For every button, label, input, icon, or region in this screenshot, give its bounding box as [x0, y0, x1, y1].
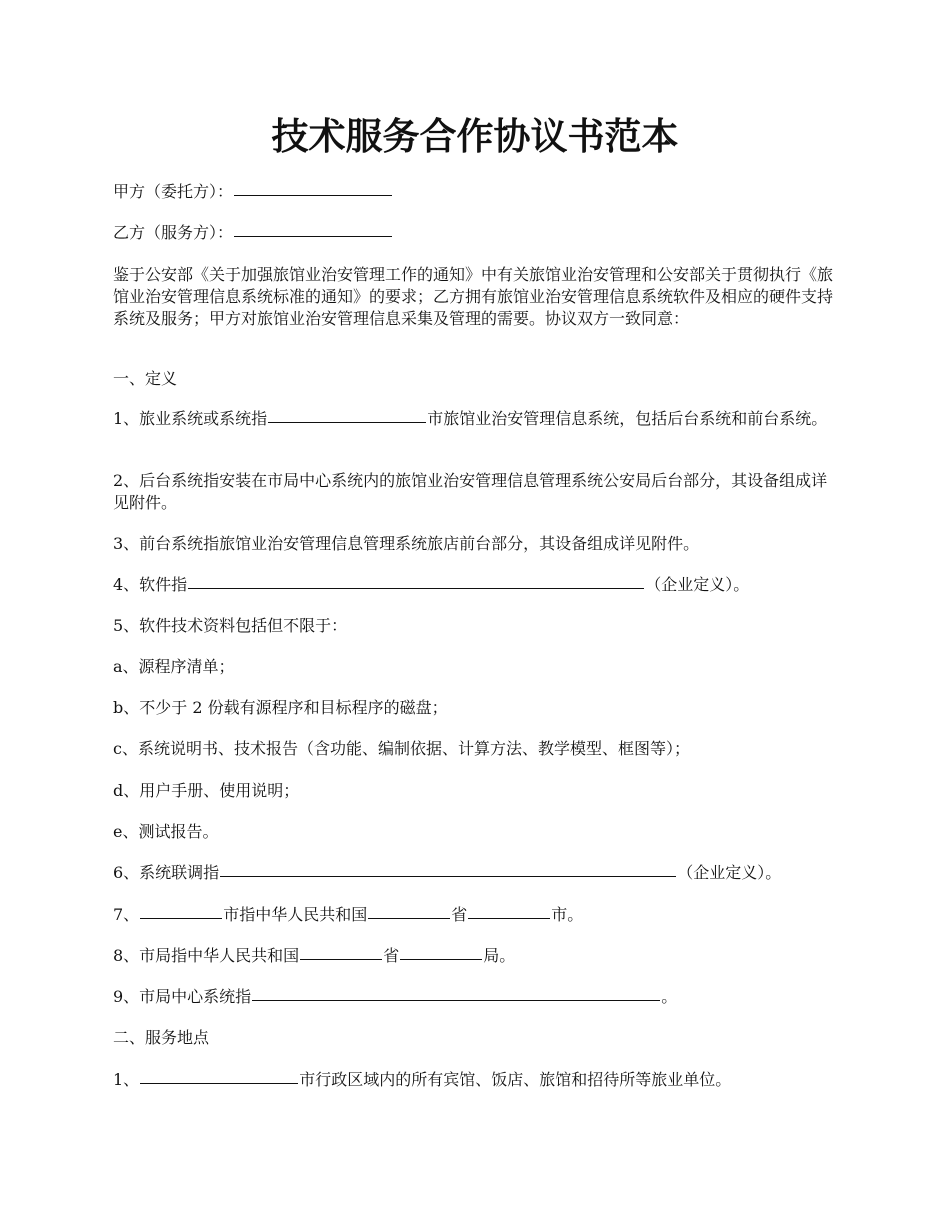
party-a-line — [113, 181, 839, 203]
definition-1-suffix: 市旅馆业治安管理信息系统，包括后台系统和前台系统。 — [427, 409, 828, 428]
definition-7-country: 市指中华人民共和国 — [223, 905, 368, 924]
party-b-line — [113, 222, 839, 244]
definition-8-suffix: 局。 — [483, 946, 516, 965]
definition-4-blank — [188, 587, 644, 589]
definition-1-blank — [268, 421, 426, 423]
definition-7-blank-city — [140, 917, 222, 919]
definition-6-prefix: 6、系统联调指 — [113, 863, 220, 882]
definition-3: 3、前台系统指旅馆业治安管理信息管理系统旅店前台部分，其设备组成详见附件。 — [113, 534, 700, 553]
definition-5: 5、软件技术资料包括但不限于： — [113, 616, 348, 635]
definition-7-suffix: 市。 — [551, 905, 584, 924]
definition-8-blank-province — [300, 958, 382, 960]
definition-6-suffix: （企业定义）。 — [677, 863, 782, 882]
section2-heading: 二、服务地点 — [113, 1028, 210, 1047]
party-a-blank — [234, 194, 392, 196]
location-1-prefix: 1、 — [113, 1070, 140, 1089]
definition-7-prefix: 7、 — [113, 905, 140, 924]
location-1 — [113, 1069, 839, 1091]
list-item-c: c、系统说明书、技术报告（含功能、编制依据、计算方法、教学模型、框图等）； — [113, 739, 690, 758]
definition-9-blank — [252, 999, 660, 1001]
list-item-a: a、源程序清单； — [113, 657, 235, 676]
list-item-b: b、不少于 2 份载有源程序和目标程序的磁盘； — [113, 698, 448, 717]
definition-2: 2、后台系统指安装在市局中心系统内的旅馆业治安管理信息管理系统公安局后台部分，其设备组成详见附件。 — [113, 471, 828, 512]
preamble-paragraph: 鉴于公安部《关于加强旅馆业治安管理工作的通知》中有关旅馆业治安管理和公安部关于贯彻执行《旅馆业治安管理信息系统标准的通知》的要求；乙方拥有旅馆业治安管理信息系统软件及相应的硬件支持系统及服务；甲方对旅馆业治安管理信息采集及管理的需要。协议双方一致同意： — [113, 265, 834, 328]
document-title: 技术服务合作协议书范本 — [271, 114, 679, 158]
definition-8-province: 省 — [383, 946, 400, 965]
definition-4-suffix: （企业定义）。 — [645, 575, 750, 594]
party-b-label: 乙方（服务方）： — [113, 223, 234, 242]
definition-7-province: 省 — [451, 905, 468, 924]
party-a-label: 甲方（委托方）： — [113, 182, 234, 201]
definition-9 — [113, 986, 839, 1008]
location-1-blank — [140, 1082, 298, 1084]
definition-9-suffix: 。 — [661, 987, 678, 1006]
definition-9-prefix: 9、市局中心系统指 — [113, 987, 252, 1006]
definition-8 — [113, 945, 839, 967]
definition-1-prefix: 1、旅业系统或系统指 — [113, 409, 268, 428]
definition-1 — [113, 408, 839, 430]
definition-7-blank-city2 — [468, 917, 550, 919]
definition-4-prefix: 4、软件指 — [113, 575, 188, 594]
section1-heading: 一、定义 — [113, 369, 178, 388]
definition-8-blank-bureau — [400, 958, 482, 960]
definition-8-prefix: 8、市局指中华人民共和国 — [113, 946, 300, 965]
list-item-d: d、用户手册、使用说明； — [113, 781, 300, 800]
definition-7 — [113, 904, 839, 926]
definition-6-blank — [220, 875, 676, 877]
location-1-suffix: 市行政区域内的所有宾馆、饭店、旅馆和招待所等旅业单位。 — [299, 1070, 732, 1089]
definition-6 — [113, 862, 839, 884]
party-b-blank — [234, 235, 392, 237]
definition-4 — [113, 574, 839, 596]
list-item-e: e、测试报告。 — [113, 822, 219, 841]
definition-7-blank-province — [368, 917, 450, 919]
